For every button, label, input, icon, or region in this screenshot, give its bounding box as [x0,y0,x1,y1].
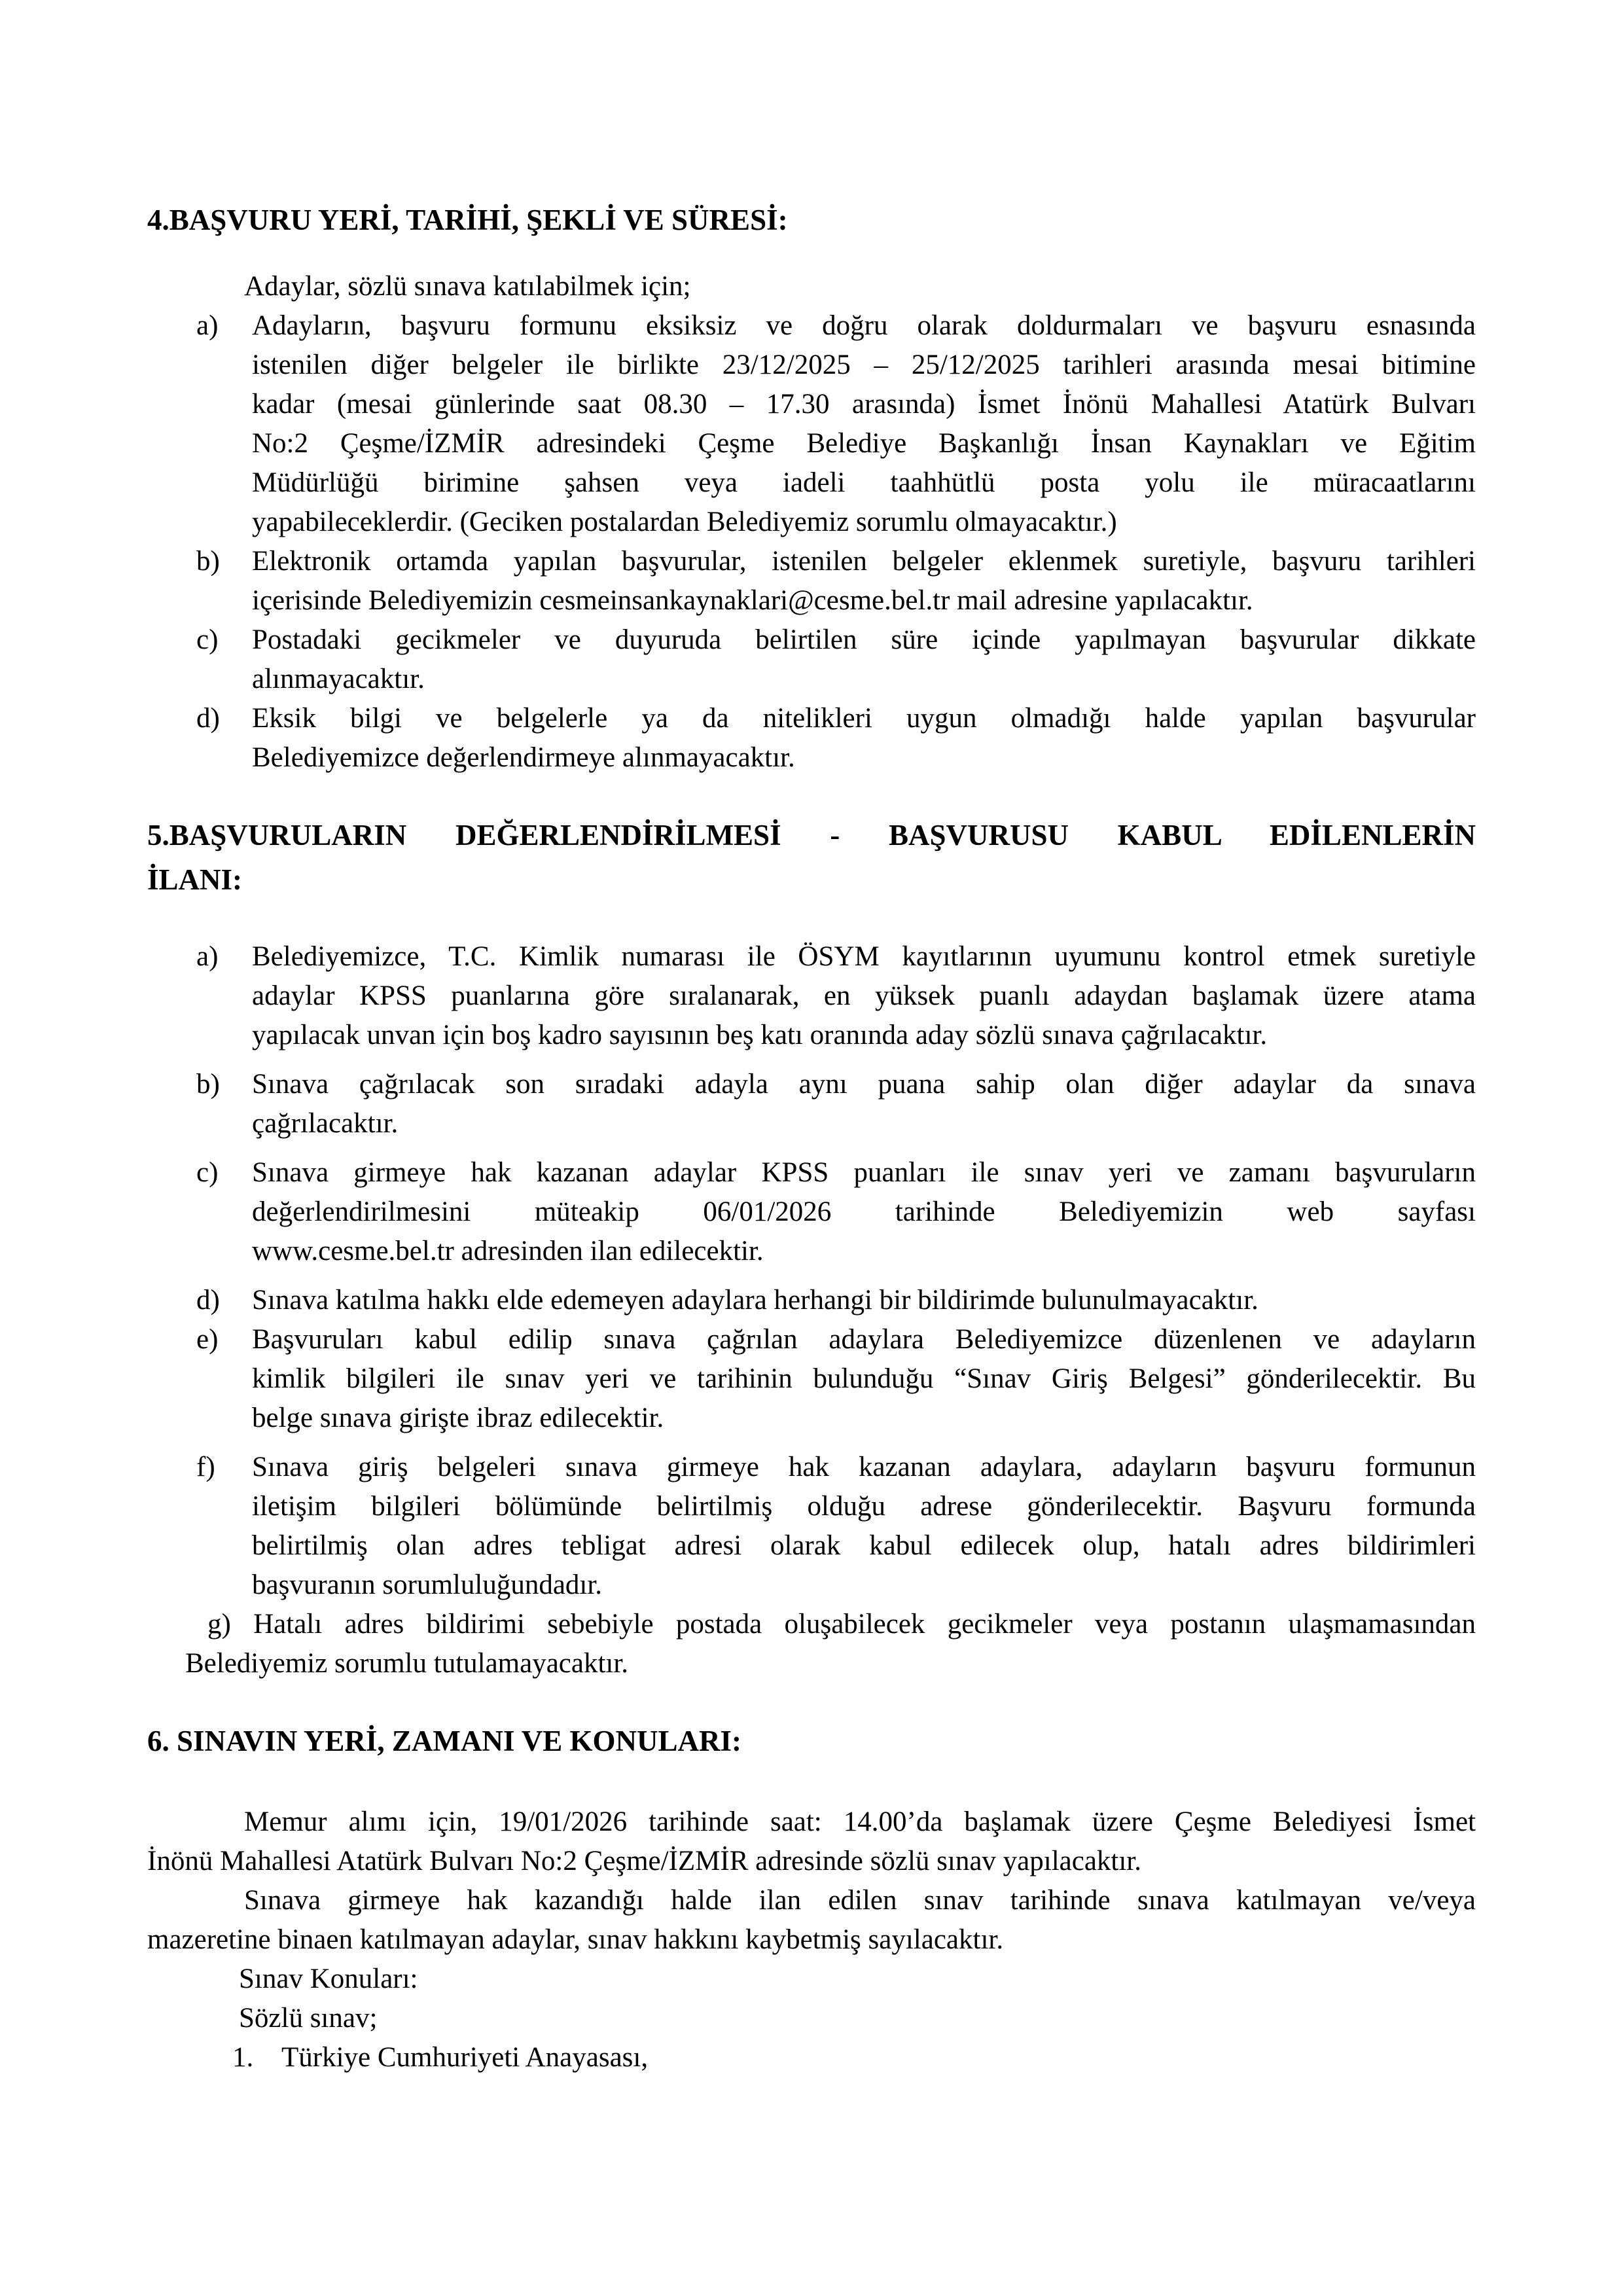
text-line: No:2 Çeşme/İZMİR adresindeki Çeşme Belediye Başkanlığı İnsan Kaynakları ve Eğitim [252,428,1476,459]
text-line: İnönü Mahallesi Atatürk Bulvarı No:2 Çeşme/İZMİR adresinde sözlü sınav yapılacaktır. [147,1846,1142,1876]
list-item-f [147,1448,1476,1605]
exam-topics-label: Sınav Konuları: [239,1964,418,1994]
text-line: Memur alımı için, 19/01/2026 tarihinde saat: 14.00’da başlamak üzere Çeşme Belediyesi İsmet [244,1806,1476,1837]
text-line: Sınava çağrılacak son sıradaki adayla aynı puana sahip olan diğer adaylar da sınava [252,1069,1476,1100]
list-item-label: c) [196,624,219,655]
text-line: Sınava giriş belgeleri sınava girmeye hak kazanan adaylara, adayların başvuru formunun [252,1452,1476,1482]
oral-exam-label: Sözlü sınav; [239,2003,378,2034]
list-item-label: d) [196,703,220,734]
list-item-c [147,1153,1476,1271]
list-item-label: a) [196,310,219,341]
section5-heading [147,813,1476,902]
text-line: kadar (mesai günlerinde saat 08.30 – 17.30 arasında) İsmet İnönü Mahallesi Atatürk Bulvarı [252,389,1476,420]
list-item-e [147,1320,1476,1438]
section5-heading-line1: 5.BAŞVURULARIN DEĞERLENDİRİLMESİ - BAŞVURUSU KABUL EDİLENLERİN [147,819,1476,852]
section6-heading: 6. SINAVIN YERİ, ZAMANI VE KONULARI: [147,1725,742,1757]
list-item-a [147,306,1476,542]
topic-item-number: 1. [232,2042,254,2073]
list-item-g [147,1605,1476,1683]
text-line: Sınava girmeye hak kazanan adaylar KPSS puanları ile sınav yeri ve zamanı başvuruların [252,1157,1476,1188]
text-line: yapabileceklerdir. (Geciken postalardan Belediyemiz sorumlu olmayacaktır.) [252,507,1117,537]
list-item-label: b) [196,546,220,577]
text-line: yapılacak unvan için boş kadro sayısının beş katı oranında aday sözlü sınava çağrılacaktır. [252,1020,1268,1050]
section4-intro-line: Adaylar, sözlü sınava katılabilmek için; [244,271,691,302]
text-line: Belediyemizce değerlendirmeye alınmayacaktır. [252,742,795,773]
text-line: www.cesme.bel.tr adresinden ilan edilecektir. [252,1236,764,1266]
section4-heading: 4.BAŞVURU YERİ, TARİHİ, ŞEKLİ VE SÜRESİ: [147,204,788,236]
list-item-label: e) [196,1324,219,1355]
list-item-b [147,1065,1476,1143]
text-line: Sınava girmeye hak kazandığı halde ilan edilen sınav tarihinde sınava katılmayan ve/veya [244,1885,1476,1916]
text-line: alınmayacaktır. [252,664,425,694]
text-line: Eksik bilgi ve belgelerle ya da nitelikleri uygun olmadığı halde yapılan başvurular [252,703,1476,734]
text-line: belirtilmiş olan adres tebligat adresi olarak kabul edilecek olup, hatalı adres bildirimleri [252,1530,1476,1561]
list-item-a [147,937,1476,1055]
list-item-d [147,699,1476,778]
text-line: iletişim bilgileri bölümünde belirtilmiş olduğu adrese gönderilecektir. Başvuru formunda [252,1491,1476,1522]
list-item-label: f) [196,1452,215,1482]
text-line: Adayların, başvuru formunu eksiksiz ve doğru olarak doldurmaları ve başvuru esnasında [252,310,1476,341]
text-line: Postadaki gecikmeler ve duyuruda belirtilen süre içinde yapılmayan başvurular dikkate [252,624,1476,655]
text-line: Başvuruları kabul edilip sınava çağrılan adaylara Belediyemizce düzenlenen ve adayların [252,1324,1476,1355]
list-item-b [147,542,1476,620]
topic-list-item [147,2038,1476,2077]
section5-heading-line2: İLANI: [147,863,243,896]
text-line: adaylar KPSS puanlarına göre sıralanarak, en yüksek puanlı adaydan başlamak üzere atama [252,980,1476,1011]
list-item-label: c) [196,1157,219,1188]
list-item-label: g) [207,1609,231,1640]
topic-item-text: Türkiye Cumhuriyeti Anayasası, [281,2042,649,2073]
list-item-c [147,620,1476,699]
section6-paragraph-2 [147,1881,1476,1960]
list-item-d [147,1281,1476,1320]
text-line: Belediyemiz sorumlu tutulamayacaktır. [185,1648,629,1679]
text-line: istenilen diğer belgeler ile birlikte 23/12/2025 – 25/12/2025 tarihleri arasında mesai bitimine [252,350,1476,380]
list-item-label: d) [196,1285,220,1316]
text-line: Belediyemizce, T.C. Kimlik numarası ile ÖSYM kayıtlarının uyumunu kontrol etmek suretiyle [252,941,1476,972]
text-segment: Hatalı adres bildirimi sebebiyle postada oluşabilecek gecikmeler veya postanın ulaşmamasından [253,1609,1476,1640]
text-line [185,1605,1476,1644]
text-line: belge sınava girişte ibraz edilecektir. [252,1403,664,1433]
text-line: Sınava katılma hakkı elde edemeyen adaylara herhangi bir bildirimde bulunulmayacaktır. [252,1285,1258,1316]
text-line: başvuranın sorumluluğundadır. [252,1570,603,1600]
text-line: Elektronik ortamda yapılan başvurular, istenilen belgeler eklenmek suretiyle, başvuru tarihleri [252,546,1476,577]
list-item-label: b) [196,1069,220,1100]
section6-paragraph-1 [147,1803,1476,1881]
list-item-label: a) [196,941,219,972]
text-line: içerisinde Belediyemizin cesmeinsankaynaklari@cesme.bel.tr mail adresine yapılacaktır. [252,585,1253,616]
text-line: mazeretine binaen katılmayan adaylar, sınav hakkını kaybetmiş sayılacaktır. [147,1924,1004,1955]
text-line: değerlendirilmesini müteakip 06/01/2026 tarihinde Belediyemizin web sayfası [252,1196,1476,1227]
text-line: Müdürlüğü birimine şahsen veya iadeli taahhütlü posta yolu ile müracaatlarını [252,467,1476,498]
text-line: kimlik bilgileri ile sınav yeri ve tarihinin bulunduğu “Sınav Giriş Belgesi” gönderilecektir. Bu [252,1363,1476,1394]
text-line: çağrılacaktır. [252,1108,399,1139]
